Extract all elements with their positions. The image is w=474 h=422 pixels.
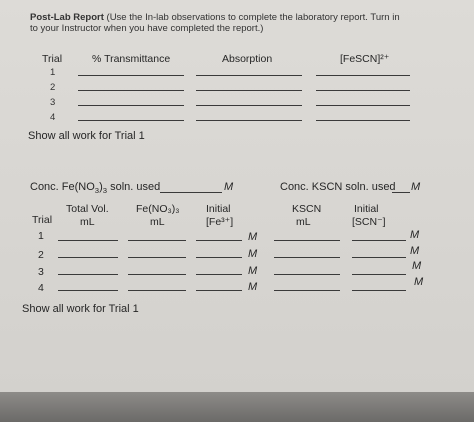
col-header-absorption: Absorption (222, 53, 273, 65)
instructions-line-1 (30, 12, 400, 23)
blank-transmittance-1[interactable] (78, 75, 184, 76)
col-header-trial-2: Trial (32, 214, 53, 226)
table2-row-label: 2 (38, 249, 44, 261)
table2-row-label: 1 (38, 230, 44, 242)
col-header-initial-scn-conc: [SCN⁻] (352, 216, 386, 228)
conc-fe-paren: ) (99, 181, 103, 193)
unit-m: M (412, 260, 422, 272)
show-work-trial-1-label: Show all work for Trial 1 (28, 130, 145, 142)
blank-initial-scn-4[interactable] (352, 290, 406, 291)
blank-kscn-3[interactable] (274, 274, 340, 275)
blank-totalvol-3[interactable] (58, 274, 118, 275)
table1-row-label: 3 (50, 97, 56, 108)
blank-fescn-4[interactable] (316, 120, 410, 121)
unit-m: M (248, 281, 258, 293)
table1-row-label: 4 (50, 112, 56, 123)
blank-initial-scn-1[interactable] (352, 240, 406, 241)
table2-row-label: 4 (38, 282, 44, 294)
col-header-initial-fe-conc: [Fe³⁺] (206, 216, 234, 228)
col-header-totalvol: Total Vol. (66, 203, 109, 215)
conc-fe-suffix: soln. used (107, 181, 161, 193)
table1-row-label: 2 (50, 82, 56, 93)
unit-m: M (414, 276, 424, 288)
table2-row-label: 3 (38, 266, 44, 278)
col-header-kscn: KSCN (292, 203, 322, 215)
col-header-initial-scn: Initial (354, 203, 379, 215)
blank-fescn-3[interactable] (316, 105, 410, 106)
conc-kscn-label: Conc. KSCN soln. used (280, 181, 396, 193)
instructions-line-2: to your Instructor when you have completed the report.) (30, 23, 264, 34)
blank-initial-fe-2[interactable] (196, 257, 242, 258)
col-header-totalvol-unit: mL (80, 216, 95, 228)
blank-fescn-2[interactable] (316, 90, 410, 91)
show-work-trial-1-label-2: Show all work for Trial 1 (22, 303, 139, 315)
blank-absorption-2[interactable] (196, 90, 302, 91)
conc-fe-unit: M (224, 181, 234, 193)
blank-feno-2[interactable] (128, 257, 186, 258)
blank-feno-4[interactable] (128, 290, 186, 291)
col-header-kscn-unit: mL (296, 216, 311, 228)
blank-initial-fe-1[interactable] (196, 240, 242, 241)
instructions-text: (Use the In-lab observations to complete the laboratory report. Turn in (106, 12, 400, 23)
unit-m: M (248, 265, 258, 277)
unit-m: M (410, 245, 420, 257)
conc-kscn-unit: M (411, 181, 421, 193)
blank-transmittance-4[interactable] (78, 120, 184, 121)
blank-kscn-4[interactable] (274, 290, 340, 291)
blank-absorption-1[interactable] (196, 75, 302, 76)
blank-transmittance-2[interactable] (78, 90, 184, 91)
blank-fescn-1[interactable] (316, 75, 410, 76)
blank-absorption-3[interactable] (196, 105, 302, 106)
col-header-initial-fe: Initial (206, 203, 231, 215)
blank-initial-scn-3[interactable] (352, 274, 406, 275)
unit-m: M (410, 229, 420, 241)
table1-row-label: 1 (50, 67, 56, 78)
blank-initial-fe-4[interactable] (196, 290, 242, 291)
col-header-fescn: [FeSCN]²⁺ (340, 53, 390, 65)
blank-kscn-2[interactable] (274, 257, 340, 258)
blank-transmittance-3[interactable] (78, 105, 184, 106)
blank-conc-fe[interactable] (160, 192, 222, 193)
conc-fe-sub-2: 3 (102, 186, 108, 196)
blank-totalvol-4[interactable] (58, 290, 118, 291)
blank-absorption-4[interactable] (196, 120, 302, 121)
conc-fe-prefix: Conc. Fe(NO (30, 181, 95, 193)
blank-initial-scn-2[interactable] (352, 257, 406, 258)
blank-initial-fe-3[interactable] (196, 274, 242, 275)
blank-feno-3[interactable] (128, 274, 186, 275)
blank-conc-kscn[interactable] (392, 192, 410, 193)
col-header-trial: Trial (42, 53, 63, 65)
col-header-feno: Fe(NO₃)₃ (136, 203, 180, 215)
blank-totalvol-1[interactable] (58, 240, 118, 241)
blank-feno-1[interactable] (128, 240, 186, 241)
col-header-transmittance: % Transmittance (92, 53, 171, 65)
col-header-feno-unit: mL (150, 216, 165, 228)
report-title: Post-Lab Report (30, 12, 104, 23)
conc-fe-label (30, 181, 160, 195)
unit-m: M (248, 231, 258, 243)
unit-m: M (248, 248, 258, 260)
blank-kscn-1[interactable] (274, 240, 340, 241)
conc-fe-sub: 3 (94, 186, 100, 196)
blank-totalvol-2[interactable] (58, 257, 118, 258)
